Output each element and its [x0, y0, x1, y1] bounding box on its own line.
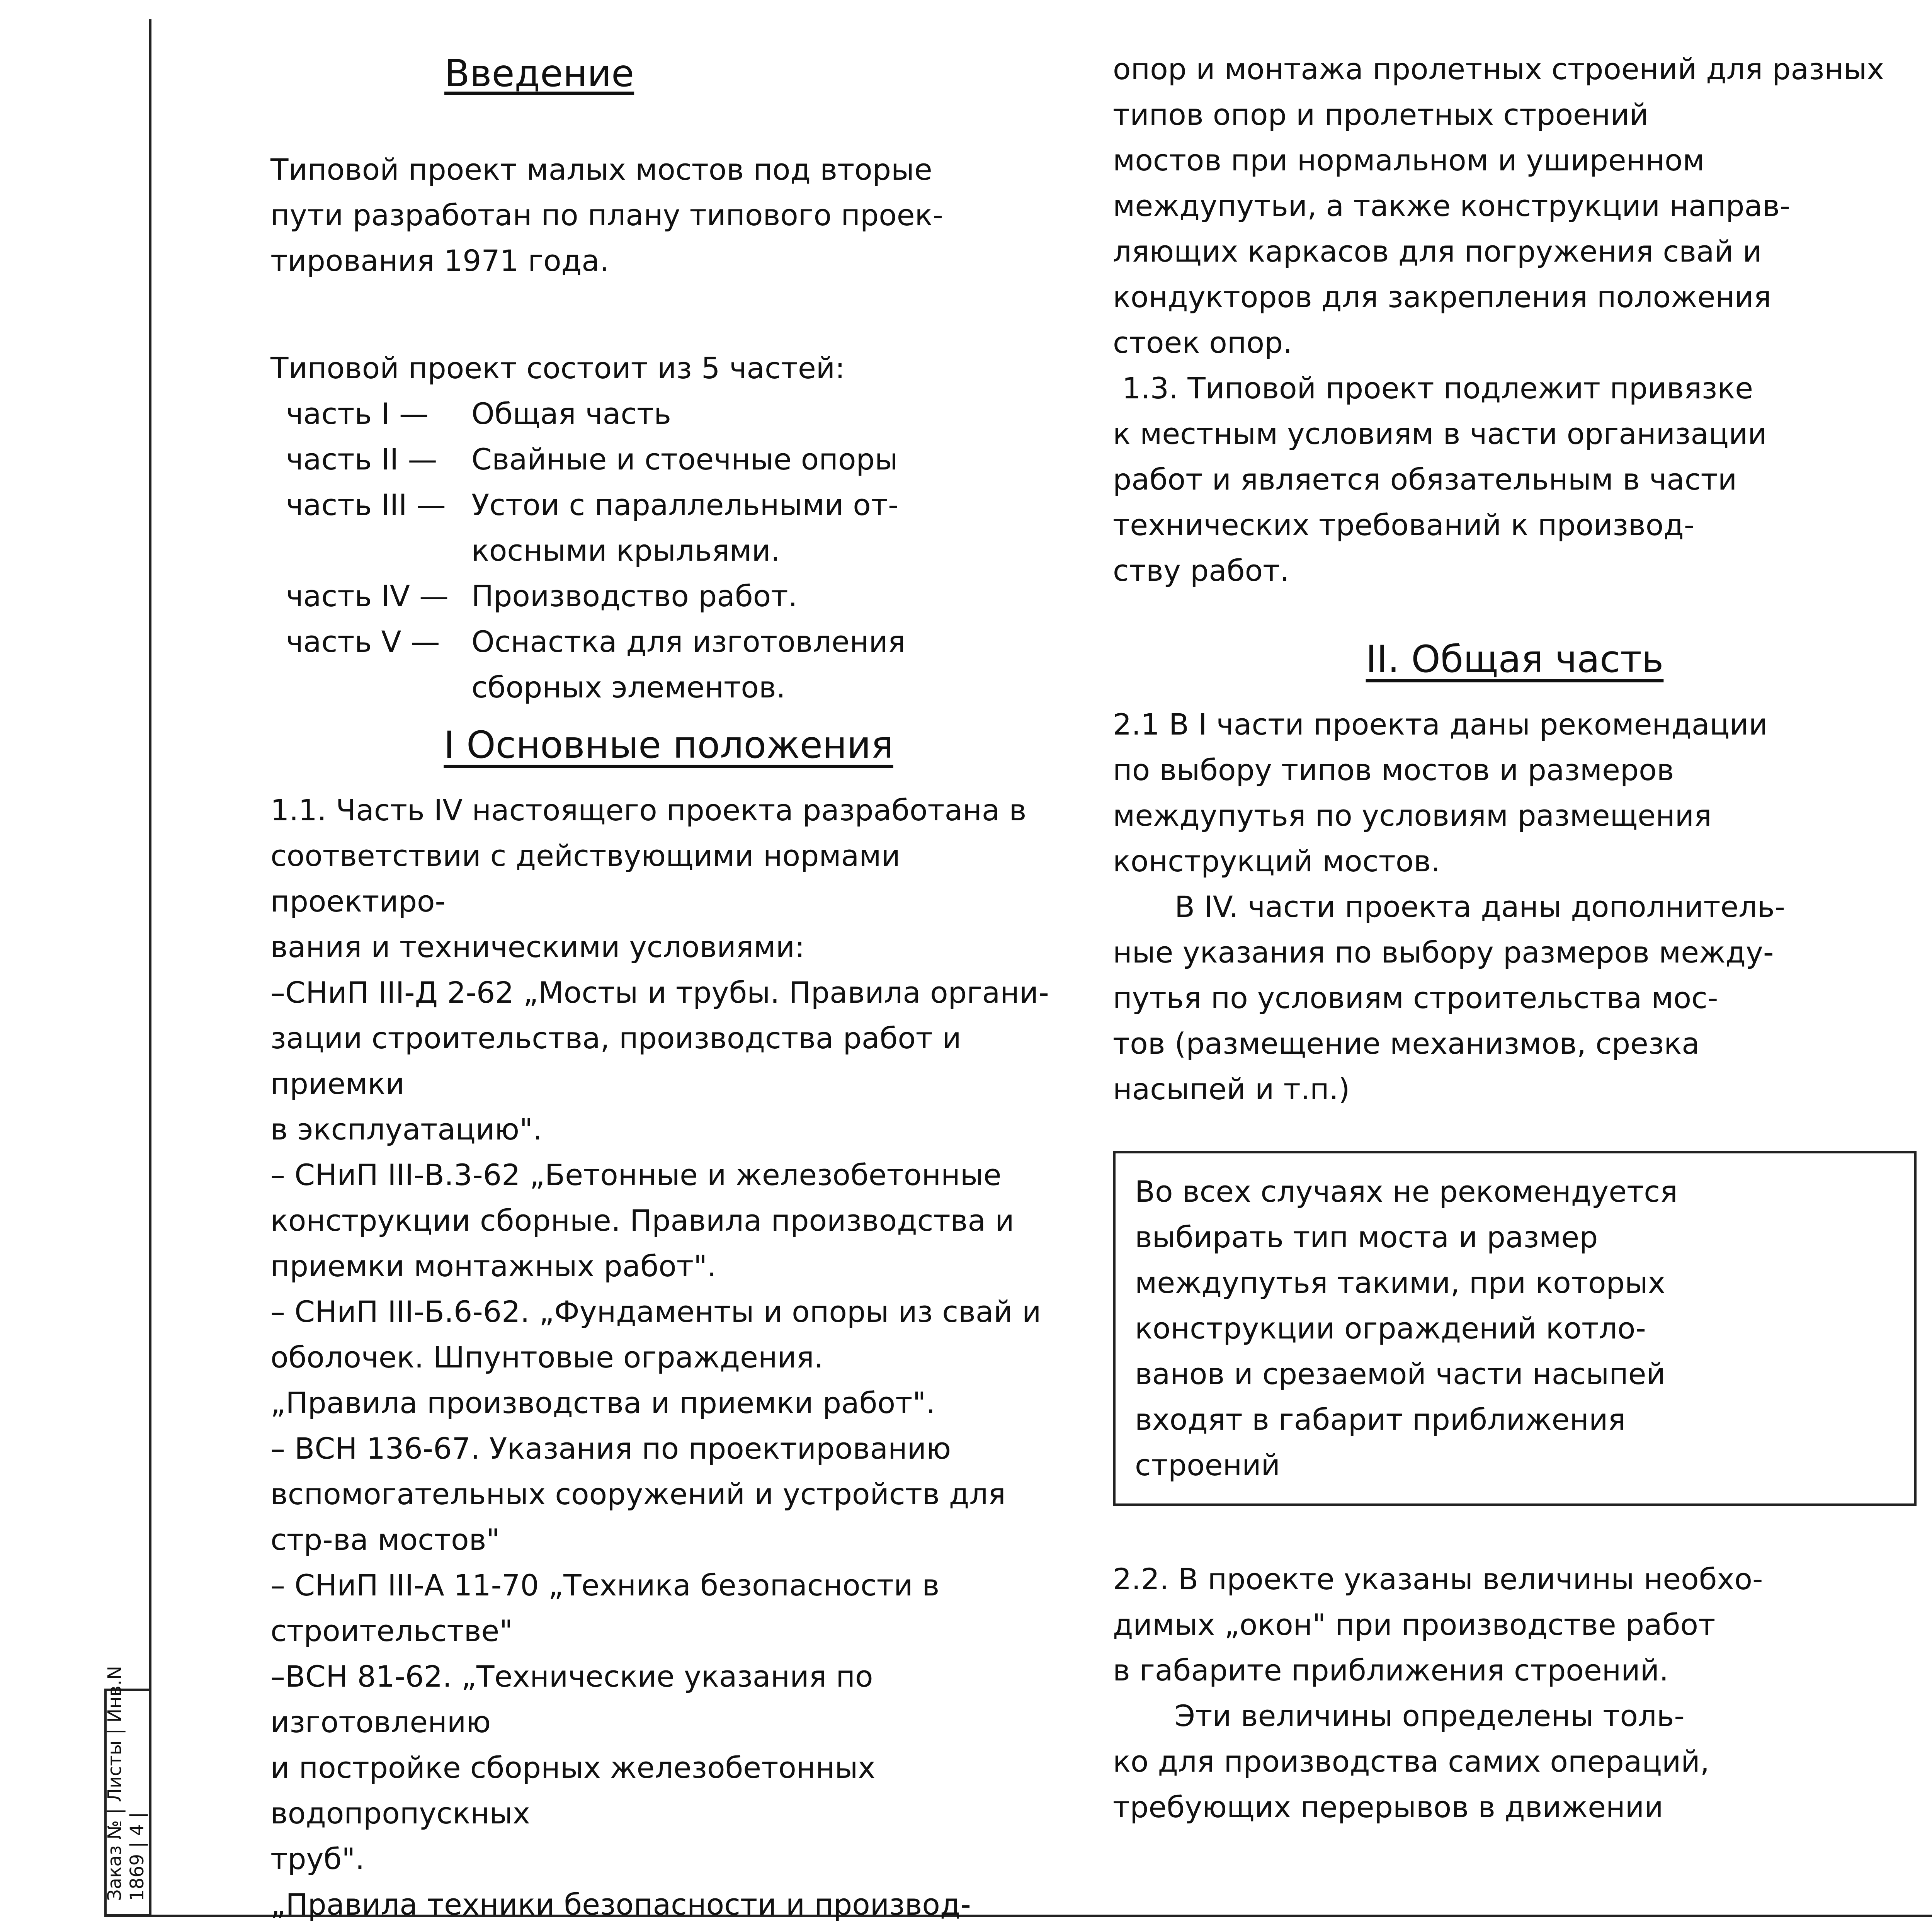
part-text: Свайные и стоечные опоры [471, 442, 898, 476]
part-label: часть I — [286, 396, 429, 431]
warning-text: Во всех случаях не рекомендуется выбирать тип моста и размер междупутья такими, при которых конструкции ограждений котло- ванов и срезаемой части насыпей входят в габарит приближения строений [1135, 1174, 1678, 1482]
column-2 [1113, 46, 1917, 1830]
part-row [286, 573, 1066, 619]
col2-text-2: 2.1 В I части проекта даны рекомендации по выбору типов мостов и размеров междупутья по условиям размещения конструкций мостов. [1113, 707, 1768, 878]
part-text: Производство работ. [471, 579, 798, 613]
parts-intro: Типовой проект состоит из 5 частей: [270, 351, 845, 385]
col2-text-3: В IV. части проекта даны дополнитель- ные указания по выбору размеров между- путья по условиям строительства мос- тов (размещение механизмов, срезка насыпей и т.п.) [1113, 889, 1786, 1106]
section-2-heading: II. Общая часть [1366, 638, 1664, 681]
part-row [286, 391, 1066, 437]
part-label: часть II — [286, 442, 437, 476]
part-row [286, 437, 1066, 482]
part-row [286, 619, 1066, 710]
col2-text-4: 2.2. В проекте указаны величины необхо- димых „окон" при производстве работ в габарите приближения строений. [1113, 1562, 1763, 1687]
part-text: Оснастка для изготовления сборных элементов. [471, 624, 906, 704]
intro-text: Типовой проект малых мостов под вторые пути разработан по плану типового проек- тирования 1971 года. [270, 152, 943, 278]
part-label: часть III — [286, 488, 446, 522]
archive-stub-text: Заказ № | Листы | Инв.N 1869 | 4 | [104, 1666, 148, 1901]
warning-box [1113, 1151, 1917, 1506]
part-text: Устои с параллельными от- косными крыльями. [471, 488, 899, 568]
part-label: часть IV — [286, 579, 449, 613]
intro-heading: Введение [444, 52, 634, 95]
frame-left-border [149, 19, 151, 1917]
col2-text-5: Эти величины определены толь- ко для производства самих операций, требующих перерывов в движении [1113, 1699, 1709, 1824]
part-label: часть V — [286, 624, 440, 659]
part-row [286, 482, 1066, 573]
section-1-text: 1.1. Часть IV настоящего проекта разработана в соответствии с действующими нормами проектиро- вания и техническими условиями: –СНиП III-Д 2-62 „Мосты и трубы. Правила органи- зации строительства, производства работ и приемки в эксплуатацию". – СНиП III-В.3-62 „Бетонные и железобетонные конструкции сборные. Правила производства и приемки монтажных работ". – СНиП III-Б.6-62. „Фундаменты и опоры из свай и оболочек. Шпунтовые ограждения. „Правила производства и приемки работ". – ВСН 136-67. Указания по проектированию вспомогательных сооружений и устройств для стр-ва мостов" – СНиП III-А 11-70 „Техника безопасности в строительстве" –ВСН 81-62. „Технические указания по изготовлению и постройке сборных железобетонных водопропускных труб". „Правила техники безопасности и производ- [270, 793, 1049, 1922]
section-1-heading: I Основные положения [444, 723, 893, 767]
column-1 [270, 46, 1066, 1932]
col2-text-1: опор и монтажа пролетных строений для разных типов опор и пролетных строений мостов при нормальном и уширенном междупутьи, а также конструкции направ- ляющих каркасов для погружения свай и кондукторов для закрепления положения стоек опор. 1.3. Типовой проект подлежит привязке к местным условиям в части организации работ и является обязательным в части технических требований к производ- ству работ. [1113, 52, 1884, 588]
parts-list [286, 391, 1066, 710]
part-text: Общая часть [471, 396, 672, 431]
